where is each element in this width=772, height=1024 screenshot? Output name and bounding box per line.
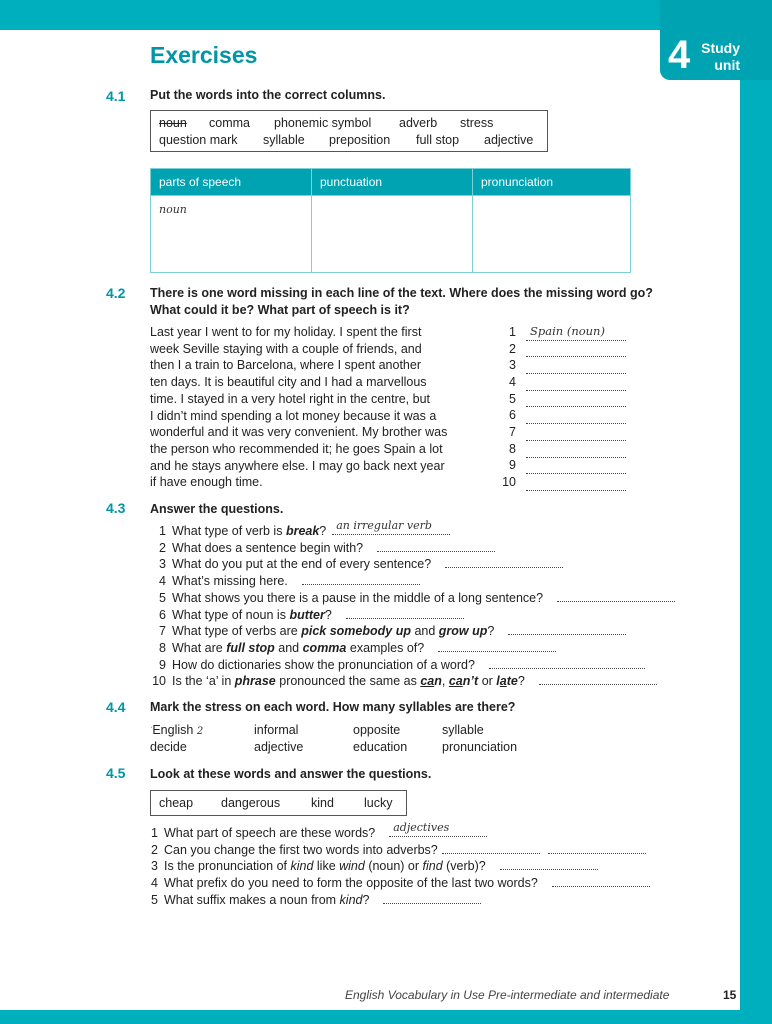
word-item: lucky [364,796,393,810]
exercise-number-4-4: 4.4 [106,699,126,715]
word-item: phonemic symbol [274,116,372,130]
word-item: adjective [484,133,534,147]
column-header-punctuation: punctuation [312,169,473,196]
exercise-4-5-instruction: Look at these words and answer the questions. [150,767,432,781]
column-cell-parts-of-speech[interactable] [151,196,312,273]
exercise-4-4-instruction: Mark the stress on each word. How many syllables are there? [150,700,516,714]
exercise-4-2-instruction: There is one word missing in each line of the text. Where does the missing word go? What could it be? What part of speech is it? [150,286,653,317]
question-item: 5 What suffix makes a noun from kind? [150,892,650,909]
word-item: syllable [263,133,305,147]
word-item: preposition [329,133,391,147]
example-answer: an irregular verb [336,519,432,533]
passage-line: the person who recommended it; he goes Spain a lot [150,441,443,456]
answer-line[interactable] [526,460,626,474]
answer-line[interactable] [445,556,563,568]
question-item: 8 What are full stop and comma examples of? [150,640,675,657]
word-item: kind [311,796,334,810]
question-item: 1 What type of verb is break? an irregular verb [150,523,675,540]
word-item: cheap [159,796,194,810]
column-cell-pronunciation[interactable] [473,196,631,273]
answer-line[interactable] [526,343,626,357]
answer-line[interactable] [389,821,487,837]
exercise-number-4-5: 4.5 [106,765,126,781]
question-list-4-5 [150,821,650,909]
answer-line[interactable] [526,360,626,374]
right-color-band [740,0,772,1024]
stress-word-grid [150,722,550,758]
word-item: adverb [399,116,438,130]
word-box-4-5 [150,790,407,816]
question-item: 5 What shows you there is a pause in the middle of a long sentence? [150,590,675,607]
question-item: 2 What does a sentence begin with? [150,540,675,557]
answer-line[interactable] [346,607,464,619]
exercise-number-4-3: 4.3 [106,500,126,516]
answer-line[interactable] [526,444,626,458]
example-answer: Spain (noun) [530,323,605,338]
passage-line: I didn’t mind spending a lot money because it was a [150,408,437,423]
question-list-4-3 [150,519,675,690]
unit-number: 4 [668,33,691,77]
top-color-band [0,0,772,30]
question-item: 9 How do dictionaries show the pronunciation of a word? [150,657,675,674]
stress-word[interactable]: decide [150,740,187,754]
column-header-parts-of-speech: parts of speech [151,169,312,196]
answer-line[interactable] [557,590,675,602]
question-item: 3 Is the pronunciation of kind like wind (noun) or find (verb)? [150,858,650,875]
answer-line[interactable] [442,842,540,854]
question-item: 3 What do you put at the end of every sentence? [150,556,675,573]
word-item: dangerous [221,796,281,810]
answer-line[interactable] [552,875,650,887]
answer-line[interactable] [489,657,645,669]
answer-line[interactable] [302,573,420,585]
book-title-footer: English Vocabulary in Use Pre-intermediate and intermediate [345,988,670,1002]
answer-line[interactable] [539,673,657,685]
exercise-number-4-2: 4.2 [106,285,126,301]
word-item: comma [209,116,250,130]
question-item: 6 What type of noun is butter? [150,607,675,624]
passage-line: time. I stayed in a very hotel right in the centre, but [150,391,431,406]
question-item: 1 What part of speech are these words? adjectives [150,825,650,842]
passage-line: and he stays anywhere else. I may go back next year [150,458,445,473]
word-box-4-1 [150,110,548,152]
question-item: 10 Is the ‘a’ in phrase pronounced the same as can, can’t or late? [150,673,675,690]
page-title: Exercises [150,42,258,68]
bottom-color-band [0,1010,772,1024]
passage-line: wonderful and it was very convenient. My brother was [150,425,448,440]
answer-line[interactable] [548,842,646,854]
columns-table [150,168,631,273]
question-item: 4 What’s missing here. [150,573,675,590]
passage-line: then I a train to Barcelona, where I spent another [150,358,422,373]
column-header-pronunciation: pronunciation [473,169,631,196]
text-passage [150,324,447,491]
word-item: full stop [416,133,460,147]
study-unit-tab [660,0,772,80]
answer-line[interactable] [383,892,481,904]
answer-line[interactable] [500,858,598,870]
word-item: stress [460,116,494,130]
answer-column: 1 Spain (noun) 2 3 4 5 6 7 8 9 10 [496,324,626,491]
example-syllable-count: 2 [196,726,204,737]
question-item: 7 What type of verbs are pick somebody up and grow up? [150,623,675,640]
answer-line[interactable] [526,323,626,341]
answer-line[interactable] [438,640,556,652]
exercise-4-1-instruction: Put the words into the correct columns. [150,88,386,102]
passage-line: Last year I went to for my holiday. I spent the first [150,325,422,339]
unit-label: Study unit [701,40,740,73]
answer-line[interactable] [526,410,626,424]
example-answer: noun [159,203,187,216]
answer-line[interactable] [377,540,495,552]
exercise-4-3-instruction: Answer the questions. [150,502,284,516]
stress-word[interactable]: syllable [442,723,484,737]
word-item: question mark [159,133,238,147]
stress-word[interactable]: education [353,740,408,754]
word-item: noun [159,116,187,130]
answer-line[interactable] [526,427,626,441]
stress-word[interactable]: adjective [254,740,304,754]
stress-word[interactable]: $^ˈ$English 2 [150,723,204,737]
answer-line[interactable] [332,519,450,535]
answer-line[interactable] [508,623,626,635]
question-item: 4 What prefix do you need to form the opposite of the last two words? [150,875,650,892]
answer-line[interactable] [526,377,626,391]
passage-line: if have enough time. [150,475,263,490]
stress-word[interactable]: pronunciation [442,740,518,754]
answer-line[interactable] [526,477,626,491]
exercise-number-4-1: 4.1 [106,88,126,104]
passage-line: week Seville staying with a couple of friends, and [150,341,422,356]
answer-line[interactable] [526,393,626,407]
example-answer: adjectives [393,821,450,835]
question-item: 2 Can you change the first two words into adverbs? [150,842,650,859]
page-number: 15 [723,988,737,1002]
column-cell-punctuation[interactable] [312,196,473,273]
passage-line: ten days. It is beautiful city and I had a marvellous [150,375,427,390]
stress-word[interactable]: informal [254,723,299,737]
stress-word[interactable]: opposite [353,723,401,737]
